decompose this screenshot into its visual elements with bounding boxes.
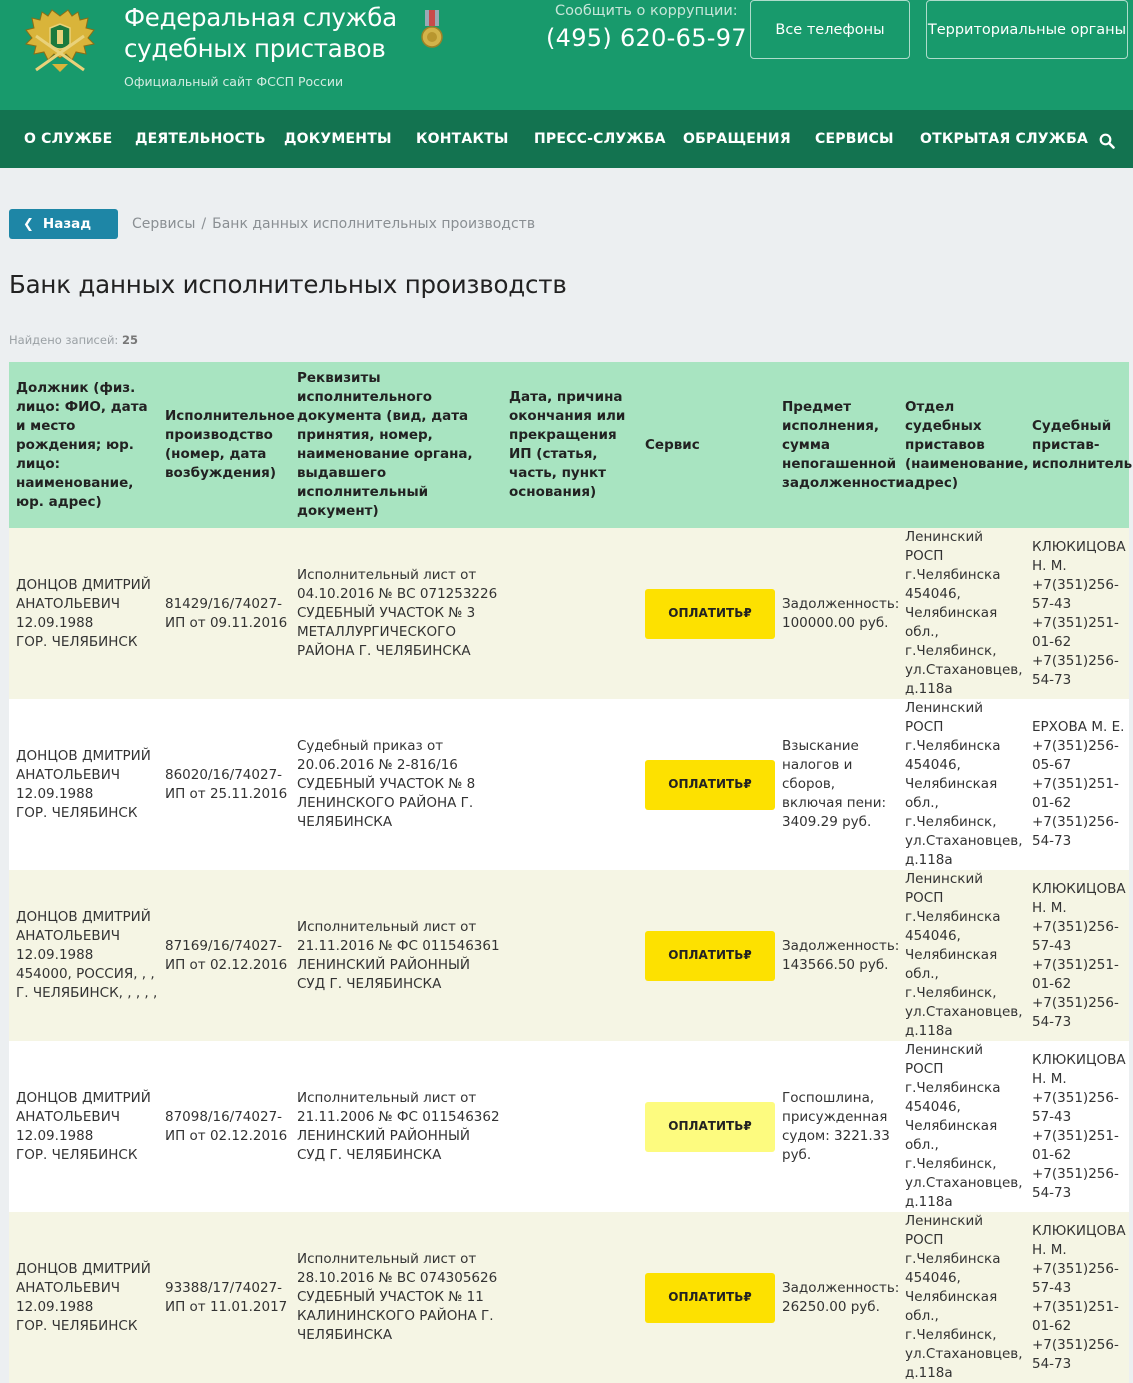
- site-subtitle: Официальный сайт ФССП России: [124, 74, 344, 89]
- proceeding-cell: 81429/16/74027-ИП от 09.11.2016: [165, 595, 288, 631]
- corruption-label: Сообщить о коррупции:: [555, 3, 738, 19]
- col-debtor: Должник (физ. лицо: ФИО, дата и место рождения; юр. лицо: наименование, юр. адрес): [16, 379, 148, 510]
- bailiff-cell: КЛЮКИЦОВА Н. М. +7(351)256-57-43 +7(351)251-01-62 +7(351)256-54-73: [1032, 880, 1126, 1030]
- site-title[interactable]: [124, 2, 397, 64]
- nav-item-activity[interactable]: ДЕЯТЕЛЬНОСТЬ: [135, 131, 266, 147]
- document-cell: Исполнительный лист от 21.11.2006 № ФС 011546362 ЛЕНИНСКИЙ РАЙОННЫЙ СУД Г. ЧЕЛЯБИНСКА: [297, 1089, 500, 1163]
- breadcrumb-separator: /: [201, 216, 207, 232]
- debtor-cell: ДОНЦОВ ДМИТРИЙ АНАТОЛЬЕВИЧ 12.09.1988 ГОР. ЧЕЛЯБИНСК: [16, 1089, 151, 1163]
- records-found-count: 25: [121, 333, 138, 347]
- nav-item-press[interactable]: ПРЕСС-СЛУЖБА: [534, 131, 666, 147]
- department-cell: Ленинский РОСП г.Челябинска 454046, Челябинская обл., г.Челябинск, ул.Стахановцев, д.118а: [905, 700, 1023, 868]
- nav-item-contacts[interactable]: КОНТАКТЫ: [416, 131, 509, 147]
- table-row: [9, 699, 1129, 870]
- main-nav: [0, 110, 1133, 168]
- pay-button[interactable]: ОПЛАТИТЬ₽: [645, 1102, 775, 1152]
- bailiff-cell: КЛЮКИЦОВА Н. М. +7(351)256-57-43 +7(351)251-01-62 +7(351)256-54-73: [1032, 1051, 1126, 1201]
- bailiff-cell: КЛЮКИЦОВА Н. М. +7(351)256-57-43 +7(351)251-01-62 +7(351)256-54-73: [1032, 1222, 1126, 1372]
- territorial-bodies-button[interactable]: Территориальные органы: [926, 0, 1128, 59]
- chevron-left-icon: ❮: [23, 216, 34, 232]
- back-button-label: Назад: [42, 216, 92, 232]
- debtor-cell: ДОНЦОВ ДМИТРИЙ АНАТОЛЬЕВИЧ 12.09.1988 ГОР. ЧЕЛЯБИНСК: [16, 576, 151, 650]
- nav-item-open-service[interactable]: ОТКРЫТАЯ СЛУЖБА: [920, 131, 1089, 147]
- table-row: [9, 1041, 1129, 1212]
- table-row: [9, 1212, 1129, 1383]
- col-department: Отдел судебных приставов (наименование, адрес): [905, 398, 1029, 491]
- nav-item-appeals[interactable]: ОБРАЩЕНИЯ: [683, 131, 791, 147]
- subject-cell: Задолженность: 26250.00 руб.: [782, 1279, 900, 1315]
- table-row: [9, 870, 1129, 1041]
- proceeding-cell: 86020/16/74027-ИП от 25.11.2016: [165, 766, 288, 802]
- site-header: [0, 0, 1133, 110]
- records-found: [9, 333, 138, 347]
- department-cell: Ленинский РОСП г.Челябинска 454046, Челябинская обл., г.Челябинск, ул.Стахановцев, д.118а: [905, 1042, 1023, 1210]
- proceeding-cell: 93388/17/74027-ИП от 11.01.2017: [165, 1279, 288, 1315]
- proceeding-cell: 87098/16/74027-ИП от 02.12.2016: [165, 1108, 288, 1144]
- site-title-line1: Федеральная служба: [124, 3, 397, 32]
- pay-button[interactable]: ОПЛАТИТЬ₽: [645, 931, 775, 981]
- end-reason-cell: [502, 1041, 638, 1212]
- all-phones-button[interactable]: Все телефоны: [750, 0, 910, 59]
- bailiff-cell: ЕРХОВА М. Е. +7(351)256-05-67 +7(351)251-01-62 +7(351)256-54-73: [1032, 719, 1125, 849]
- col-service: Сервис: [645, 436, 700, 453]
- service-cell: [638, 870, 775, 1041]
- debtor-cell: ДОНЦОВ ДМИТРИЙ АНАТОЛЬЕВИЧ 12.09.1988 454000, РОССИЯ, , , Г. ЧЕЛЯБИНСК, , , , ,: [16, 909, 158, 1001]
- nav-item-documents[interactable]: ДОКУМЕНТЫ: [284, 131, 392, 147]
- document-cell: Исполнительный лист от 04.10.2016 № ВС 071253226 СУДЕБНЫЙ УЧАСТОК № 3 МЕТАЛЛУРГИЧЕСКОГО РАЙОНА Г. ЧЕЛЯБИНСКА: [297, 567, 498, 659]
- debtor-cell: ДОНЦОВ ДМИТРИЙ АНАТОЛЬЕВИЧ 12.09.1988 ГОР. ЧЕЛЯБИНСК: [16, 747, 151, 821]
- subject-cell: Задолженность: 143566.50 руб.: [782, 937, 900, 973]
- col-end-reason: Дата, причина окончания или прекращения ИП (статья, часть, пункт основания): [509, 389, 626, 500]
- document-cell: Исполнительный лист от 21.11.2016 № ФС 011546361 ЛЕНИНСКИЙ РАЙОННЫЙ СУД Г. ЧЕЛЯБИНСКА: [297, 918, 500, 992]
- table-header-row: [9, 362, 1129, 528]
- subject-cell: Задолженность: 100000.00 руб.: [782, 595, 900, 631]
- col-proceeding: Исполнительное производство (номер, дата возбуждения): [165, 408, 295, 481]
- breadcrumb-current: Банк данных исполнительных производств: [212, 216, 536, 232]
- site-title-line2: судебных приставов: [124, 34, 386, 63]
- end-reason-cell: [502, 1212, 638, 1383]
- back-button[interactable]: [9, 209, 118, 239]
- document-cell: Судебный приказ от 20.06.2016 № 2-816/16 СУДЕБНЫЙ УЧАСТОК № 8 ЛЕНИНСКОГО РАЙОНА Г. ЧЕЛЯБИНСКА: [297, 738, 476, 830]
- corruption-phone[interactable]: (495) 620-65-97: [546, 24, 747, 52]
- records-found-label: Найдено записей:: [9, 333, 119, 347]
- pay-button[interactable]: ОПЛАТИТЬ₽: [645, 589, 775, 639]
- pay-button[interactable]: ОПЛАТИТЬ₽: [645, 760, 775, 810]
- department-cell: Ленинский РОСП г.Челябинска 454046, Челябинская обл., г.Челябинск, ул.Стахановцев, д.118а: [905, 529, 1023, 697]
- end-reason-cell: [502, 699, 638, 870]
- subject-cell: Госпошлина, присужденная судом: 3221.33 руб.: [782, 1089, 890, 1163]
- debtor-cell: ДОНЦОВ ДМИТРИЙ АНАТОЛЬЕВИЧ 12.09.1988 ГОР. ЧЕЛЯБИНСК: [16, 1260, 151, 1334]
- bailiff-cell: КЛЮКИЦОВА Н. М. +7(351)256-57-43 +7(351)251-01-62 +7(351)256-54-73: [1032, 538, 1126, 688]
- service-cell: [638, 1212, 775, 1383]
- document-cell: Исполнительный лист от 28.10.2016 № ВС 074305626 СУДЕБНЫЙ УЧАСТОК № 11 КАЛИНИНСКОГО РАЙОНА Г. ЧЕЛЯБИНСКА: [297, 1251, 498, 1343]
- end-reason-cell: [502, 870, 638, 1041]
- medal-icon: [420, 10, 444, 50]
- nav-item-about[interactable]: О СЛУЖБЕ: [24, 131, 113, 147]
- service-cell: [638, 528, 775, 699]
- table-row: [9, 528, 1129, 699]
- col-bailiff: Судебный пристав-исполнитель: [1032, 417, 1133, 472]
- col-document: Реквизиты исполнительного документа (вид, дата принятия, номер, наименование органа, выдавшего исполнительный документ): [297, 370, 473, 519]
- service-cell: [638, 1041, 775, 1212]
- nav-item-services[interactable]: СЕРВИСЫ: [815, 131, 894, 147]
- subject-cell: Взыскание налогов и сборов, включая пени: 3409.29 руб.: [782, 738, 887, 830]
- col-subject: Предмет исполнения, сумма непогашенной задолженности: [782, 398, 905, 491]
- pay-button[interactable]: ОПЛАТИТЬ₽: [645, 1273, 775, 1323]
- proceeding-cell: 87169/16/74027-ИП от 02.12.2016: [165, 937, 288, 973]
- service-cell: [638, 699, 775, 870]
- proceedings-table: [9, 362, 1133, 1383]
- search-icon[interactable]: [1099, 133, 1115, 149]
- department-cell: Ленинский РОСП г.Челябинска 454046, Челябинская обл., г.Челябинск, ул.Стахановцев, д.118а: [905, 871, 1023, 1039]
- fssp-emblem-logo[interactable]: [22, 6, 98, 82]
- department-cell: Ленинский РОСП г.Челябинска 454046, Челябинская обл., г.Челябинск, ул.Стахановцев, д.118а: [905, 1213, 1023, 1381]
- breadcrumb: [132, 216, 535, 232]
- page-title: Банк данных исполнительных производств: [9, 270, 567, 299]
- breadcrumb-services[interactable]: Сервисы: [132, 216, 196, 232]
- end-reason-cell: [502, 528, 638, 699]
